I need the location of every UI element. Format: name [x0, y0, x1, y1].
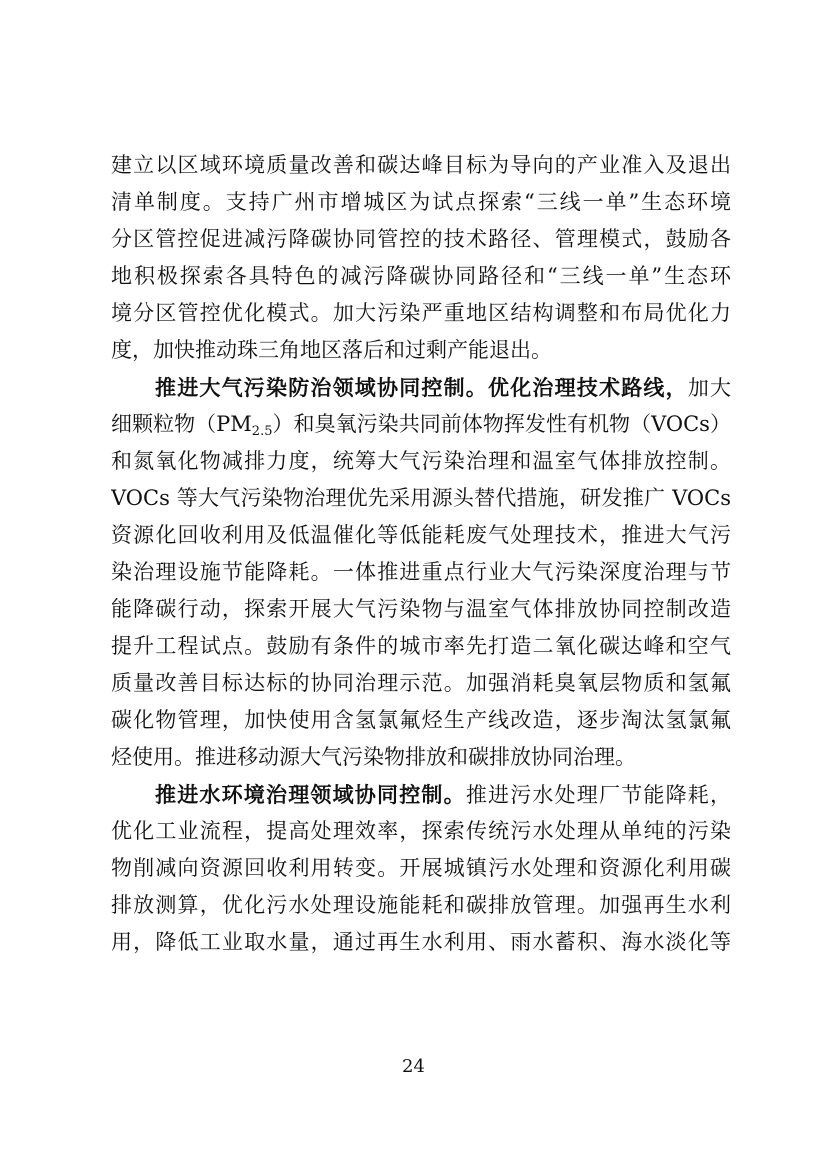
text-line: 质量改善目标达标的协同治理示范。加强消耗臭氧层物质和氢氟	[111, 671, 731, 695]
text-line: 境分区管控优化模式。加大污染严重地区结构调整和布局优化力	[111, 301, 731, 325]
text-line: 能降碳行动，探索开展大气污染物与温室气体排放协同控制改造	[111, 597, 731, 621]
text-line: 染治理设施节能降耗。一体推进重点行业大气污染深度治理与节	[111, 560, 731, 584]
text-line: 资源化回收利用及低温催化等低能耗废气处理技术，推进大气污	[111, 523, 731, 547]
text-run: 推进污水处理厂节能降耗，	[465, 783, 731, 807]
paragraph-2	[111, 369, 731, 776]
text-line: 优化工业流程，提高处理效率，探索传统污水处理从单纯的污染	[111, 819, 731, 843]
text-line: 用，降低工业取水量，通过再生水利用、雨水蓄积、海水淡化等	[111, 930, 731, 954]
text-line: 度，加快推动珠三角地区落后和过剩产能退出。	[111, 338, 552, 362]
paragraph-heading: 推进水环境治理领域协同控制。	[155, 782, 466, 807]
text-line: 清单制度。支持广州市增城区为试点探索“三线一单”生态环境	[111, 190, 731, 214]
text-line: VOCs 等大气污染物治理优先采用源头替代措施，研发推广 VOCs	[111, 486, 731, 510]
text-line: 地积极探索各具特色的减污降碳协同路径和“三线一单”生态环	[111, 264, 731, 288]
text-line: 排放测算，优化污水处理设施能耗和碳排放管理。加强再生水利	[111, 893, 731, 917]
text-line: 烃使用。推进移动源大气污染物排放和碳排放协同治理。	[111, 745, 636, 769]
text-run: 加大	[687, 376, 731, 400]
text-line: 建立以区域环境质量改善和碳达峰目标为导向的产业准入及退出	[111, 153, 731, 177]
text-line: 碳化物管理，加快使用含氢氯氟烃生产线改造，逐步淘汰氢氯氟	[111, 708, 731, 732]
text-line	[111, 776, 731, 813]
text-run: 细颗粒物（PM	[111, 412, 252, 436]
subscript: 2.5	[251, 424, 273, 439]
text-run: ）和臭氧污染共同前体物挥发性有机物（VOCs）	[272, 412, 731, 436]
text-line: 物削减向资源回收利用转变。开展城镇污水处理和资源化利用碳	[111, 856, 731, 880]
text-line: 分区管控促进减污降碳协同管控的技术路径、管理模式，鼓励各	[111, 227, 731, 251]
paragraph-1	[111, 147, 731, 369]
text-line: 和氮氧化物减排力度，统筹大气污染治理和温室气体排放控制。	[111, 449, 731, 473]
paragraph-3	[111, 776, 731, 961]
text-line	[111, 369, 731, 406]
page-number: 24	[402, 1056, 425, 1077]
document-body	[111, 147, 731, 961]
text-line	[111, 406, 731, 443]
text-line: 提升工程试点。鼓励有条件的城市率先打造二氧化碳达峰和空气	[111, 634, 731, 658]
paragraph-heading: 推进大气污染防治领域协同控制。优化治理技术路线，	[155, 375, 688, 400]
